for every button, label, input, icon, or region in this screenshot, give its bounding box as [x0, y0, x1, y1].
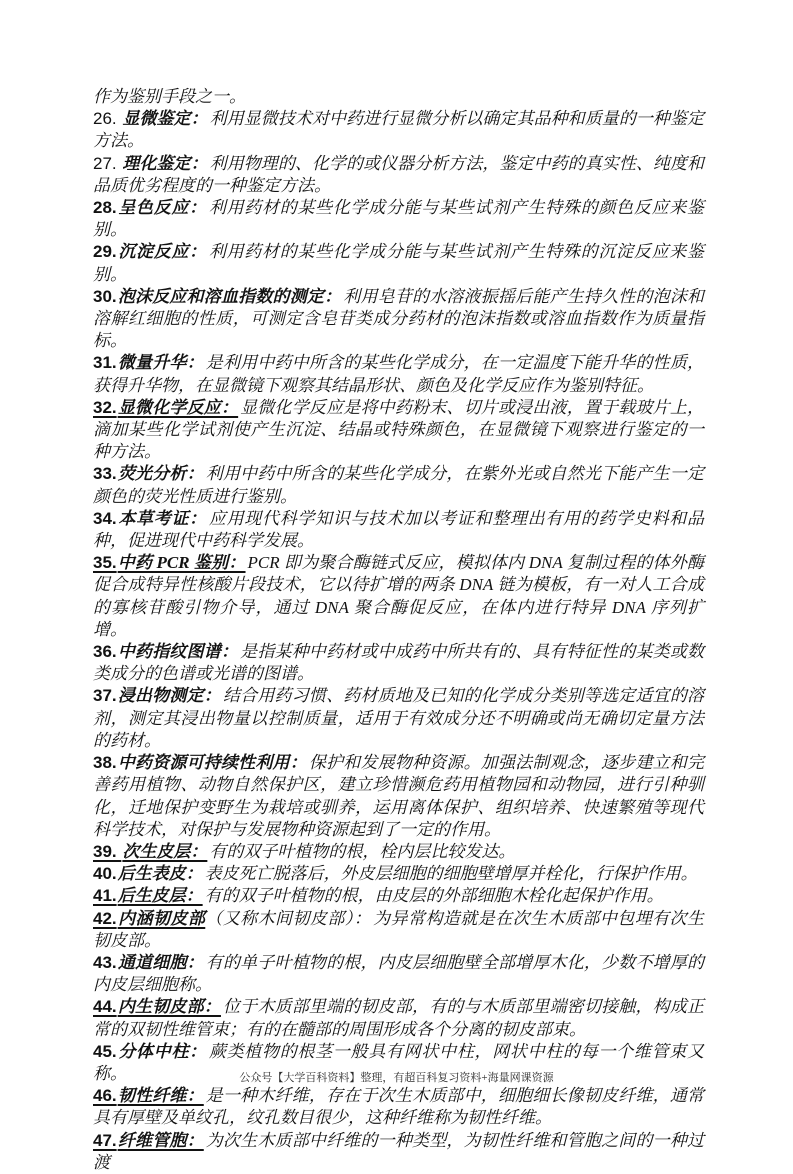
entry-number: 35.	[93, 553, 117, 573]
entry-definition: 是一种木纤维，存在于次生木质部中，细胞细长像韧皮纤维，通常具有厚壁及单纹孔，纹孔数目很少，这种纤维称为韧性纤维。	[93, 1086, 705, 1128]
entry-number: 43.	[93, 952, 117, 972]
entry-term: 通道细胞：	[117, 952, 204, 972]
entry-number: 47.	[93, 1130, 117, 1150]
entry-definition: 利用药材的某些化学成分能与某些试剂产生特殊的沉淀反应来鉴别。	[93, 242, 705, 284]
definition-entry	[93, 508, 704, 552]
entry-term: 后生皮层：	[117, 886, 203, 906]
entry-number: 34.	[93, 508, 117, 528]
definition-entry	[93, 463, 704, 507]
intro-continuation-text: 作为鉴别手段之一。	[93, 87, 246, 106]
entry-number: 36.	[93, 642, 117, 662]
entry-term: 中药资源可持续性利用：	[117, 753, 307, 773]
entry-number: 32.	[93, 397, 117, 417]
entry-definition: 是利用中药中所含的某些化学成分，在一定温度下能升华的性质，获得升华物，在显微镜下观察其结晶形状、颜色及化学反应作为鉴别特征。	[93, 353, 705, 395]
entry-definition: 显微化学反应是将中药粉末、切片或浸出液，置于载玻片上，滴加某些化学试剂使产生沉淀、结晶或特殊颜色，在显微镜下观察进行鉴定的一种方法。	[93, 397, 705, 462]
entry-number: 40.	[93, 864, 117, 884]
entry-definition: PCR 即为聚合酶链式反应，模拟体内 DNA 复制过程的体外酶促合成特异性核酸片段技术，它以待扩增的两条 DNA 链为模板，有一对人工合成的寡核苷酸引物介导，通过 DNA 聚合酶促反应，在体内进行特异 DNA 序列扩增。	[93, 553, 704, 639]
entry-heading	[93, 109, 208, 128]
entry-number: 28.	[93, 198, 117, 218]
entry-term: 荧光分析：	[117, 464, 204, 484]
definition-entry	[93, 863, 704, 885]
entry-term: 纤维管胞：	[117, 1130, 204, 1150]
definition-entry	[93, 552, 704, 641]
definition-entry	[93, 952, 704, 996]
entry-term: 内生韧皮部：	[117, 997, 221, 1017]
entry-heading	[93, 886, 203, 905]
entry-number: 41.	[93, 886, 117, 906]
entry-definition: 利用显微技术对中药进行显微分析以确定其品种和质量的一种鉴定方法。	[93, 109, 705, 151]
entry-term: 理化鉴定：	[122, 153, 208, 173]
entry-term: 中药指纹图谱：	[117, 642, 239, 662]
definition-entry	[93, 685, 704, 752]
entry-term: 韧性纤维：	[117, 1086, 204, 1106]
entry-heading	[93, 287, 341, 306]
entry-definition: 利用中药中所含的某些化学成分，在紫外光或自然光下能产生一定颜色的荧光性质进行鉴别。	[93, 464, 705, 506]
definition-entry	[93, 286, 704, 353]
entry-number: 39.	[93, 841, 122, 861]
entry-heading	[93, 953, 204, 972]
entry-term: 内涵韧皮部	[117, 908, 206, 928]
definition-entry	[93, 1085, 704, 1129]
entry-heading	[93, 642, 238, 661]
entry-term: 显微鉴定：	[122, 109, 208, 129]
entry-heading	[93, 1042, 207, 1061]
entry-heading	[93, 353, 204, 372]
entry-heading	[93, 686, 221, 705]
entry-heading	[93, 1086, 204, 1105]
entry-number: 27.	[93, 153, 122, 173]
definition-entry	[93, 241, 704, 285]
definition-entry	[93, 996, 704, 1040]
entry-definition: 有的双子叶植物的根，栓内层比较发达。	[209, 841, 516, 861]
entry-term: 浸出物测定：	[117, 686, 221, 706]
entry-number: 37.	[93, 686, 117, 706]
entry-heading	[93, 864, 203, 883]
entry-term: 呈色反应：	[117, 198, 207, 218]
definition-entry	[93, 1130, 704, 1174]
definition-entry	[93, 352, 704, 396]
entry-definition: 表皮死亡脱落后，外皮层细胞的细胞壁增厚并栓化，行保护作用。	[204, 864, 698, 884]
entry-number: 30.	[93, 286, 117, 306]
entry-heading	[93, 553, 246, 572]
entry-heading	[93, 909, 205, 928]
entry-heading	[93, 198, 207, 217]
entry-term: 微量升华：	[117, 353, 204, 373]
entry-number: 31.	[93, 353, 117, 373]
definition-entry	[93, 397, 704, 464]
entry-number: 45.	[93, 1041, 117, 1061]
entry-definition: 利用药材的某些化学成分能与某些试剂产生特殊的颜色反应来鉴别。	[93, 198, 705, 240]
entry-number: 29.	[93, 242, 117, 262]
entry-term: 沉淀反应：	[117, 242, 207, 262]
entry-number: 26.	[93, 109, 122, 129]
entry-definition: 保护和发展物种资源。加强法制观念，逐步建立和完善药用植物、动物自然保护区，建立珍惜濒危药用植物园和动物园，进行引种驯化，迁地保护变野生为栽培或驯养，运用离体保护、组织培养、快速繁殖等现代科学技术，对保护与发展物种资源起到了一定的作用。	[93, 753, 705, 839]
entry-definition: 是指某种中药材或中成药中所共有的、具有特征性的某类或数类成分的色谱或光谱的图谱。	[93, 642, 705, 684]
entry-heading	[93, 509, 207, 528]
definition-entry	[93, 841, 704, 863]
entry-heading	[93, 997, 221, 1016]
entry-heading	[93, 464, 204, 483]
definition-entry	[93, 908, 704, 952]
page-footer: 公众号【大学百科资料】整理，有超百科复习资料+海量网课资源	[239, 1072, 554, 1084]
entry-heading	[93, 398, 238, 417]
entry-number: 42.	[93, 908, 117, 928]
entry-heading	[93, 1131, 204, 1150]
entry-definition: 有的双子叶植物的根，由皮层的外部细胞木栓化起保护作用。	[204, 886, 664, 906]
entry-heading	[93, 154, 208, 173]
entry-term: 泡沫反应和溶血指数的测定：	[117, 286, 342, 306]
entry-note: （又称木间韧皮部）：	[205, 908, 372, 928]
entry-definition: 为次生木质部中纤维的一种类型，为韧性纤维和管胞之间的一种过渡	[93, 1130, 705, 1172]
entry-definition: 为异常构造就是在次生木质部中包埋有次生韧皮部。	[93, 908, 705, 950]
entry-number: 44.	[93, 997, 117, 1017]
entry-definition: 利用物理的、化学的或仪器分析方法，鉴定中药的真实性、纯度和品质优劣程度的一种鉴定方法。	[93, 153, 705, 195]
entry-heading	[93, 842, 207, 861]
entry-number: 33.	[93, 464, 117, 484]
definition-entry	[93, 641, 704, 685]
definitions-list	[93, 86, 704, 1174]
entry-definition: 利用皂苷的水溶液振摇后能产生持久性的泡沫和溶解红细胞的性质，可测定含皂苷类成分药材的泡沫指数或溶血指数作为质量指标。	[93, 286, 705, 351]
entry-definition: 结合用药习惯、药材质地及已知的化学成分类别等选定适宜的溶剂，测定其浸出物量以控制质量，适用于有效成分还不明确或尚无确切定量方法的药材。	[93, 686, 705, 750]
entry-number: 46.	[93, 1086, 117, 1106]
definition-entry	[93, 108, 704, 152]
entry-heading	[93, 753, 307, 772]
entry-term: 中药 PCR 鉴别：	[117, 553, 246, 573]
entry-term: 次生皮层：	[122, 841, 208, 861]
definition-entry	[93, 752, 704, 841]
definition-entry	[93, 197, 704, 241]
definition-entry	[93, 885, 704, 907]
entry-term: 本草考证：	[117, 508, 207, 528]
entry-term: 后生表皮：	[117, 864, 203, 884]
definition-entry	[93, 153, 704, 197]
entry-definition: 有的单子叶植物的根，内皮层细胞壁全部增厚木化，少数不增厚的内皮层细胞称。	[93, 952, 705, 995]
entry-definition: 应用现代科学知识与技术加以考证和整理出有用的药学史料和品种，促进现代中药科学发展。	[93, 508, 705, 551]
entry-heading	[93, 242, 207, 261]
entry-definition: 蕨类植物的根茎一般具有网状中柱，网状中柱的每一个维管束又称。	[93, 1041, 705, 1083]
entry-definition: 位于木质部里端的韧皮部，有的与木质部里端密切接触，构成正常的双韧性维管束；有的在髓部的周围形成各个分离的韧皮部束。	[93, 997, 705, 1039]
entry-number: 38.	[93, 753, 117, 773]
entry-term: 分体中柱：	[117, 1041, 207, 1061]
entry-term: 显微化学反应：	[117, 397, 239, 417]
